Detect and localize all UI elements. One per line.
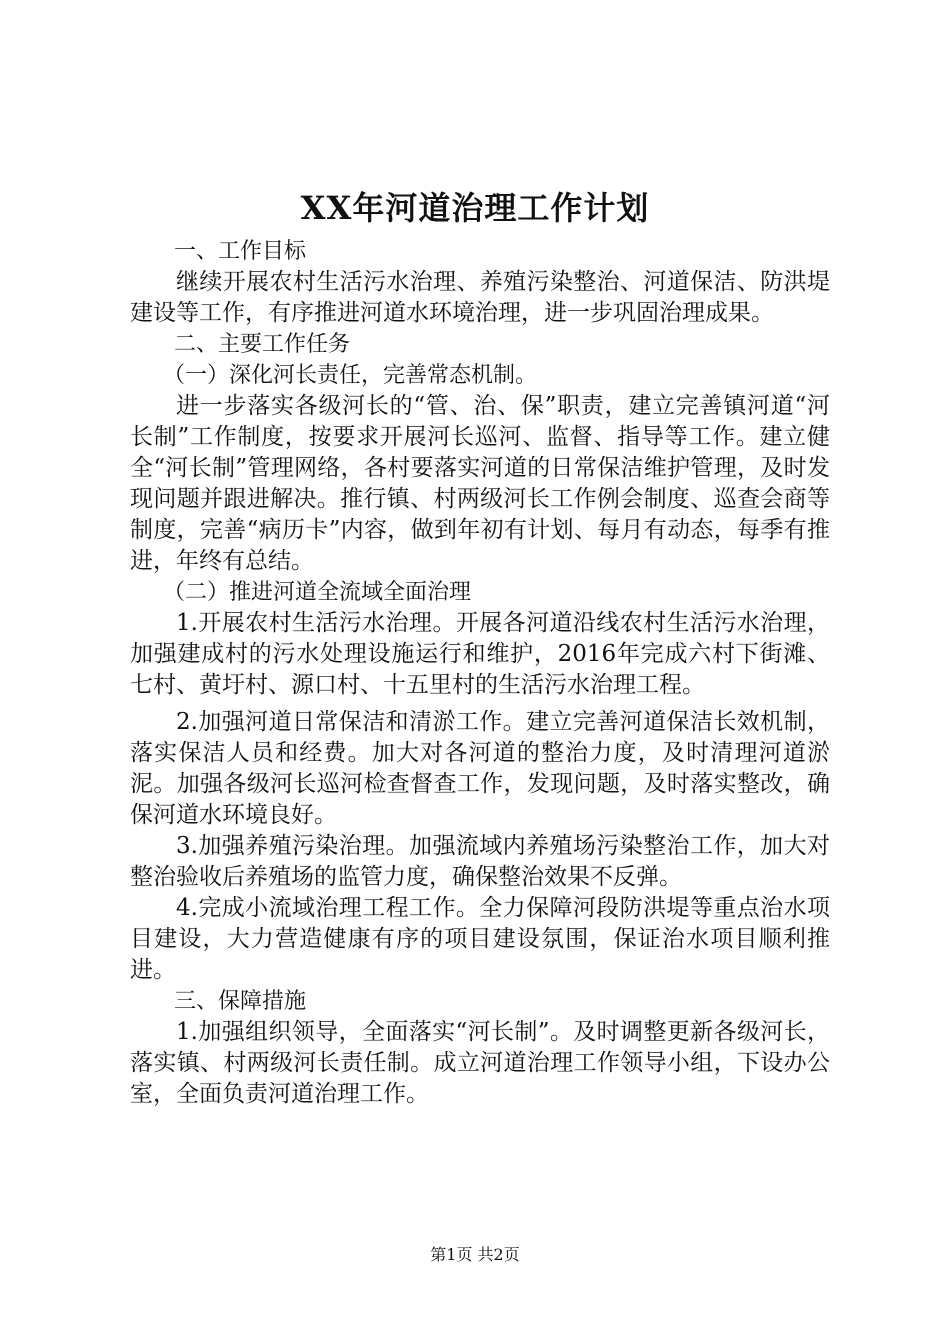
- subsection-heading: （一）深化河长责任，完善常态机制。: [163, 363, 538, 388]
- document-title: XX年河道治理工作计划: [300, 189, 650, 227]
- page-number: 第1页 共2页: [430, 1245, 520, 1264]
- paragraph: 4.完成小流域治理工程工作。全力保障河段防洪堤等重点治水项目建设，大力营造健康有序的项目建设氛围，保证治水项目顺利推进。: [130, 895, 830, 983]
- paragraph: 3.加强养殖污染治理。加强流域内养殖场污染整治工作，加大对整治验收后养殖场的监管力度，确保整治效果不反弹。: [130, 833, 830, 890]
- paragraph: 继续开展农村生活污水治理、养殖污染整治、河道保洁、防洪堤建设等工作，有序推进河道水环境治理，进一步巩固治理成果。: [130, 269, 830, 326]
- paragraph: 进一步落实各级河长的“管、治、保”职责，建立完善镇河道“河长制”工作制度，按要求开展河长巡河、监督、指导等工作。建立健全“河长制”管理网络，各村要落实河道的日常保洁维护管理，及时发现问题并跟进解决。推行镇、村两级河长工作例会制度、巡查会商等制度，完善“病历卡”内容，做到年初有计划、每月有动态，每季有推进，年终有总结。: [130, 393, 830, 574]
- section-heading: 三、保障措施: [174, 989, 307, 1014]
- paragraph: 1.加强组织领导，全面落实“河长制”。及时调整更新各级河长，落实镇、村两级河长责任制。成立河道治理工作领导小组，下设办公室，全面负责河道治理工作。: [130, 1019, 830, 1107]
- paragraph: 1.开展农村生活污水治理。开展各河道沿线农村生活污水治理，加强建成村的污水处理设施运行和维护，2016年完成六村下街滩、七村、黄圩村、源口村、十五里村的生活污水治理工程。: [130, 610, 830, 698]
- section-heading: 二、主要工作任务: [174, 332, 351, 357]
- paragraph: 2.加强河道日常保洁和清淤工作。建立完善河道保洁长效机制，落实保洁人员和经费。加大对各河道的整治力度，及时清理河道淤泥。加强各级河长巡河检查督查工作，发现问题，及时落实整改，确保河道水环境良好。: [130, 709, 830, 828]
- document-body: [130, 236, 830, 1110]
- section-heading: 一、工作目标: [174, 239, 307, 264]
- subsection-heading: （二）推进河道全流域全面治理: [163, 580, 472, 605]
